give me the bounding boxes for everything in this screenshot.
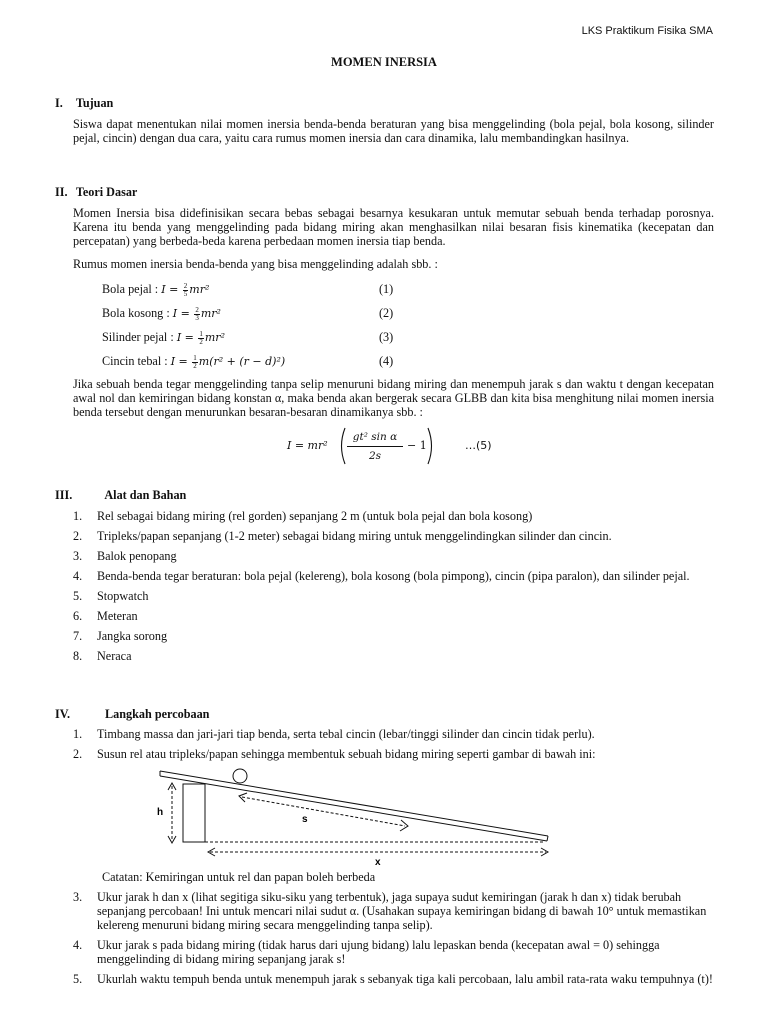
formula-rhs: mr² [189,283,210,296]
list-item-number: 7. [73,629,83,643]
formula-row [102,330,602,348]
list-item-number: 4. [73,569,83,583]
coef-numerator: 2 [183,281,188,290]
section-title: Tujuan [75,96,114,110]
section-heading-tujuan [55,96,113,110]
list-item-text: Tripleks/papan sepanjang (1-2 meter) sebagai bidang miring untuk menggelindingkan silinder dan cincin. [97,529,612,543]
section-number: II. [55,185,68,199]
coef-denominator: 2 [193,361,197,370]
coef-denominator: 2 [199,337,203,346]
list-item-number: 5. [73,589,83,603]
list-item [73,649,714,663]
teori-paragraph-1: Momen Inersia bisa didefinisikan secara bebas sebagai besarnya kesukaran untuk memutar sebuah benda terhadap porosnya. Karena itu benda yang menggelinding pada bidang miring akan menghasilkan nilai besaran fisis kinematika (kecepatan dan percepatan) yang berbeda-beda karena perbedaan momen inersia tiap benda. [73,206,714,248]
label-s: s [302,814,308,825]
label-h: h [157,807,164,818]
formula-label: Cincin tebal : [102,354,168,368]
formula-lhs: I = [161,283,182,296]
coef-numerator: 2 [195,305,199,314]
formula-label: Silinder pejal : [102,330,174,344]
incline-diagram [150,766,570,872]
ball [233,769,247,783]
formula-coefficient [192,355,198,370]
formula-row [102,282,602,300]
list-item [73,529,714,543]
label-x: x [375,857,381,868]
list-item-text: Benda-benda tegar beraturan: bola pejal (kelereng), bola kosong (bola pimpong), cincin (pipa paralon), dan silinder pejal. [97,569,690,583]
list-item-number: 4. [73,938,83,952]
eq5-fraction [347,430,403,463]
teori-paragraph-2: Rumus momen inersia benda-benda yang bisa menggelinding adalah sbb. : [73,257,438,271]
formula-expression [102,282,209,298]
list-item [73,890,714,932]
eq5-lhs: I = mr² [287,439,328,452]
list-item-text: Neraca [97,649,132,663]
page-title: MOMEN INERSIA [331,55,437,69]
alat-list [73,509,714,669]
list-item-text: Timbang massa dan jari-jari tiap benda, serta tebal cincin (lebar/tinggi silinder dan cincin tidak perlu). [97,727,595,741]
eq5-denominator: 2s [368,450,382,462]
list-item [73,747,714,761]
eq5-tail: − 1 [407,439,427,452]
formula-label: Bola kosong : [102,306,170,320]
list-item-number: 6. [73,609,83,623]
section-heading-teori [55,185,137,199]
langkah-list-a [73,727,714,767]
formula-expression [102,354,285,370]
section-number: IV. [55,707,71,721]
coef-numerator: 1 [199,329,203,338]
list-item [73,589,714,603]
formula-number: (2) [379,306,394,320]
section-title: Alat dan Bahan [104,488,187,502]
list-item-number: 1. [73,509,83,523]
formula-coefficient [198,331,204,346]
list-item-text: Jangka sorong [97,629,168,643]
list-item [73,629,714,643]
formula-lhs: I = [172,307,194,320]
formula-expression [102,306,221,322]
coef-denominator: 3 [195,313,199,322]
list-item-text: Ukur jarak s pada bidang miring (tidak harus dari ujung bidang) lalu lepaskan benda (kecepatan awal = 0) sehingga menggelinding di bidang miring sepanjang jarak s! [97,938,660,966]
formula-number: (1) [379,282,394,296]
list-item-number: 3. [73,549,83,563]
formula-rhs: mr² [200,307,221,320]
list-item [73,509,714,523]
list-item [73,938,714,966]
formula-number: (3) [379,330,394,344]
section-title: Langkah percobaan [105,707,210,721]
equation-5 [287,426,527,466]
eq5-numerator: gt² sin α [347,430,403,447]
eq5-left-paren [337,426,347,466]
list-item-text: Rel sebagai bidang miring (rel gorden) sepanjang 2 m (untuk bola pejal dan bola kosong) [97,509,533,523]
list-item-number: 8. [73,649,83,663]
list-item-number: 1. [73,727,83,741]
support-block [183,784,205,842]
x-arrow [208,848,548,856]
list-item [73,727,714,741]
section-number: III. [55,488,73,502]
section-heading-alat [55,488,186,502]
formula-coefficient [194,307,200,322]
formula-row [102,354,602,372]
eq5-right-paren [426,426,436,466]
incline-board [160,771,548,841]
list-item-number: 3. [73,890,83,904]
teori-paragraph-3: Jika sebuah benda tegar menggelinding tanpa selip menuruni bidang miring dan menempuh jarak s dan waktu t dengan kecepatan awal nol dan kemiringan bidang konstan α, maka benda akan bergerak secara GLBB dan kita bisa menghitung nilai momen inersia benda tersebut dengan menurunkan besaran-besaran dinamikanya sbb. : [73,377,714,419]
diagram-caption: Catatan: Kemiringan untuk rel dan papan boleh berbeda [102,870,376,884]
langkah-list-b [73,890,714,992]
formula-lhs: I = [176,331,198,344]
formula-rhs: m(r² + (r − d)²) [198,355,286,368]
formula-rhs: mr² [204,331,225,344]
tujuan-paragraph: Siswa dapat menentukan nilai momen inersia benda-benda beraturan yang bisa menggelinding (bola pejal, bola kosong, silinder pejal, cincin) dengan dua cara, yaitu cara rumus momen inersia dan cara dinamika, lalu membandingkan hasilnya. [73,117,714,145]
formula-coefficient [183,283,189,298]
formula-number: (4) [379,354,394,368]
list-item-text: Susun rel atau tripleks/papan sehingga membentuk sebuah bidang miring seperti gambar di bawah ini: [97,747,596,761]
list-item-number: 5. [73,972,83,986]
list-item [73,972,714,986]
formula-expression [102,330,225,346]
list-item-text: Meteran [97,609,138,623]
list-item-text: Ukur jarak h dan x (lihat segitiga siku-siku yang terbentuk), jaga supaya sudut kemiringan (jarak h dan x) tidak berubah sepanjang percobaan! Ini untuk mencari nilai sudut α. (Usahakan supaya kemiringan bidang di bawah 10° untuk memastikan kelereng menuruni bidang miring secara menggelinding tanpa selip). [97,890,707,932]
list-item-text: Balok penopang [97,549,177,563]
section-heading-langkah [55,707,209,721]
coef-numerator: 1 [193,353,197,362]
formula-row [102,306,602,324]
coef-denominator: 5 [183,289,188,298]
formula-lhs: I = [170,355,192,368]
list-item [73,609,714,623]
eq5-number: …(5) [465,439,492,452]
list-item-number: 2. [73,747,83,761]
section-title: Teori Dasar [75,185,138,199]
list-item-text: Ukurlah waktu tempuh benda untuk menempuh jarak s sebanyak tiga kali percobaan, lalu ambil rata-rata waku tempuhnya (t)! [97,972,713,986]
header-label: LKS Praktikum Fisika SMA [581,25,713,37]
list-item [73,549,714,563]
section-number: I. [55,96,63,110]
formula-label: Bola pejal : [102,282,159,296]
list-item [73,569,714,583]
list-item-number: 2. [73,529,83,543]
list-item-text: Stopwatch [97,589,149,603]
h-arrow [168,783,176,843]
